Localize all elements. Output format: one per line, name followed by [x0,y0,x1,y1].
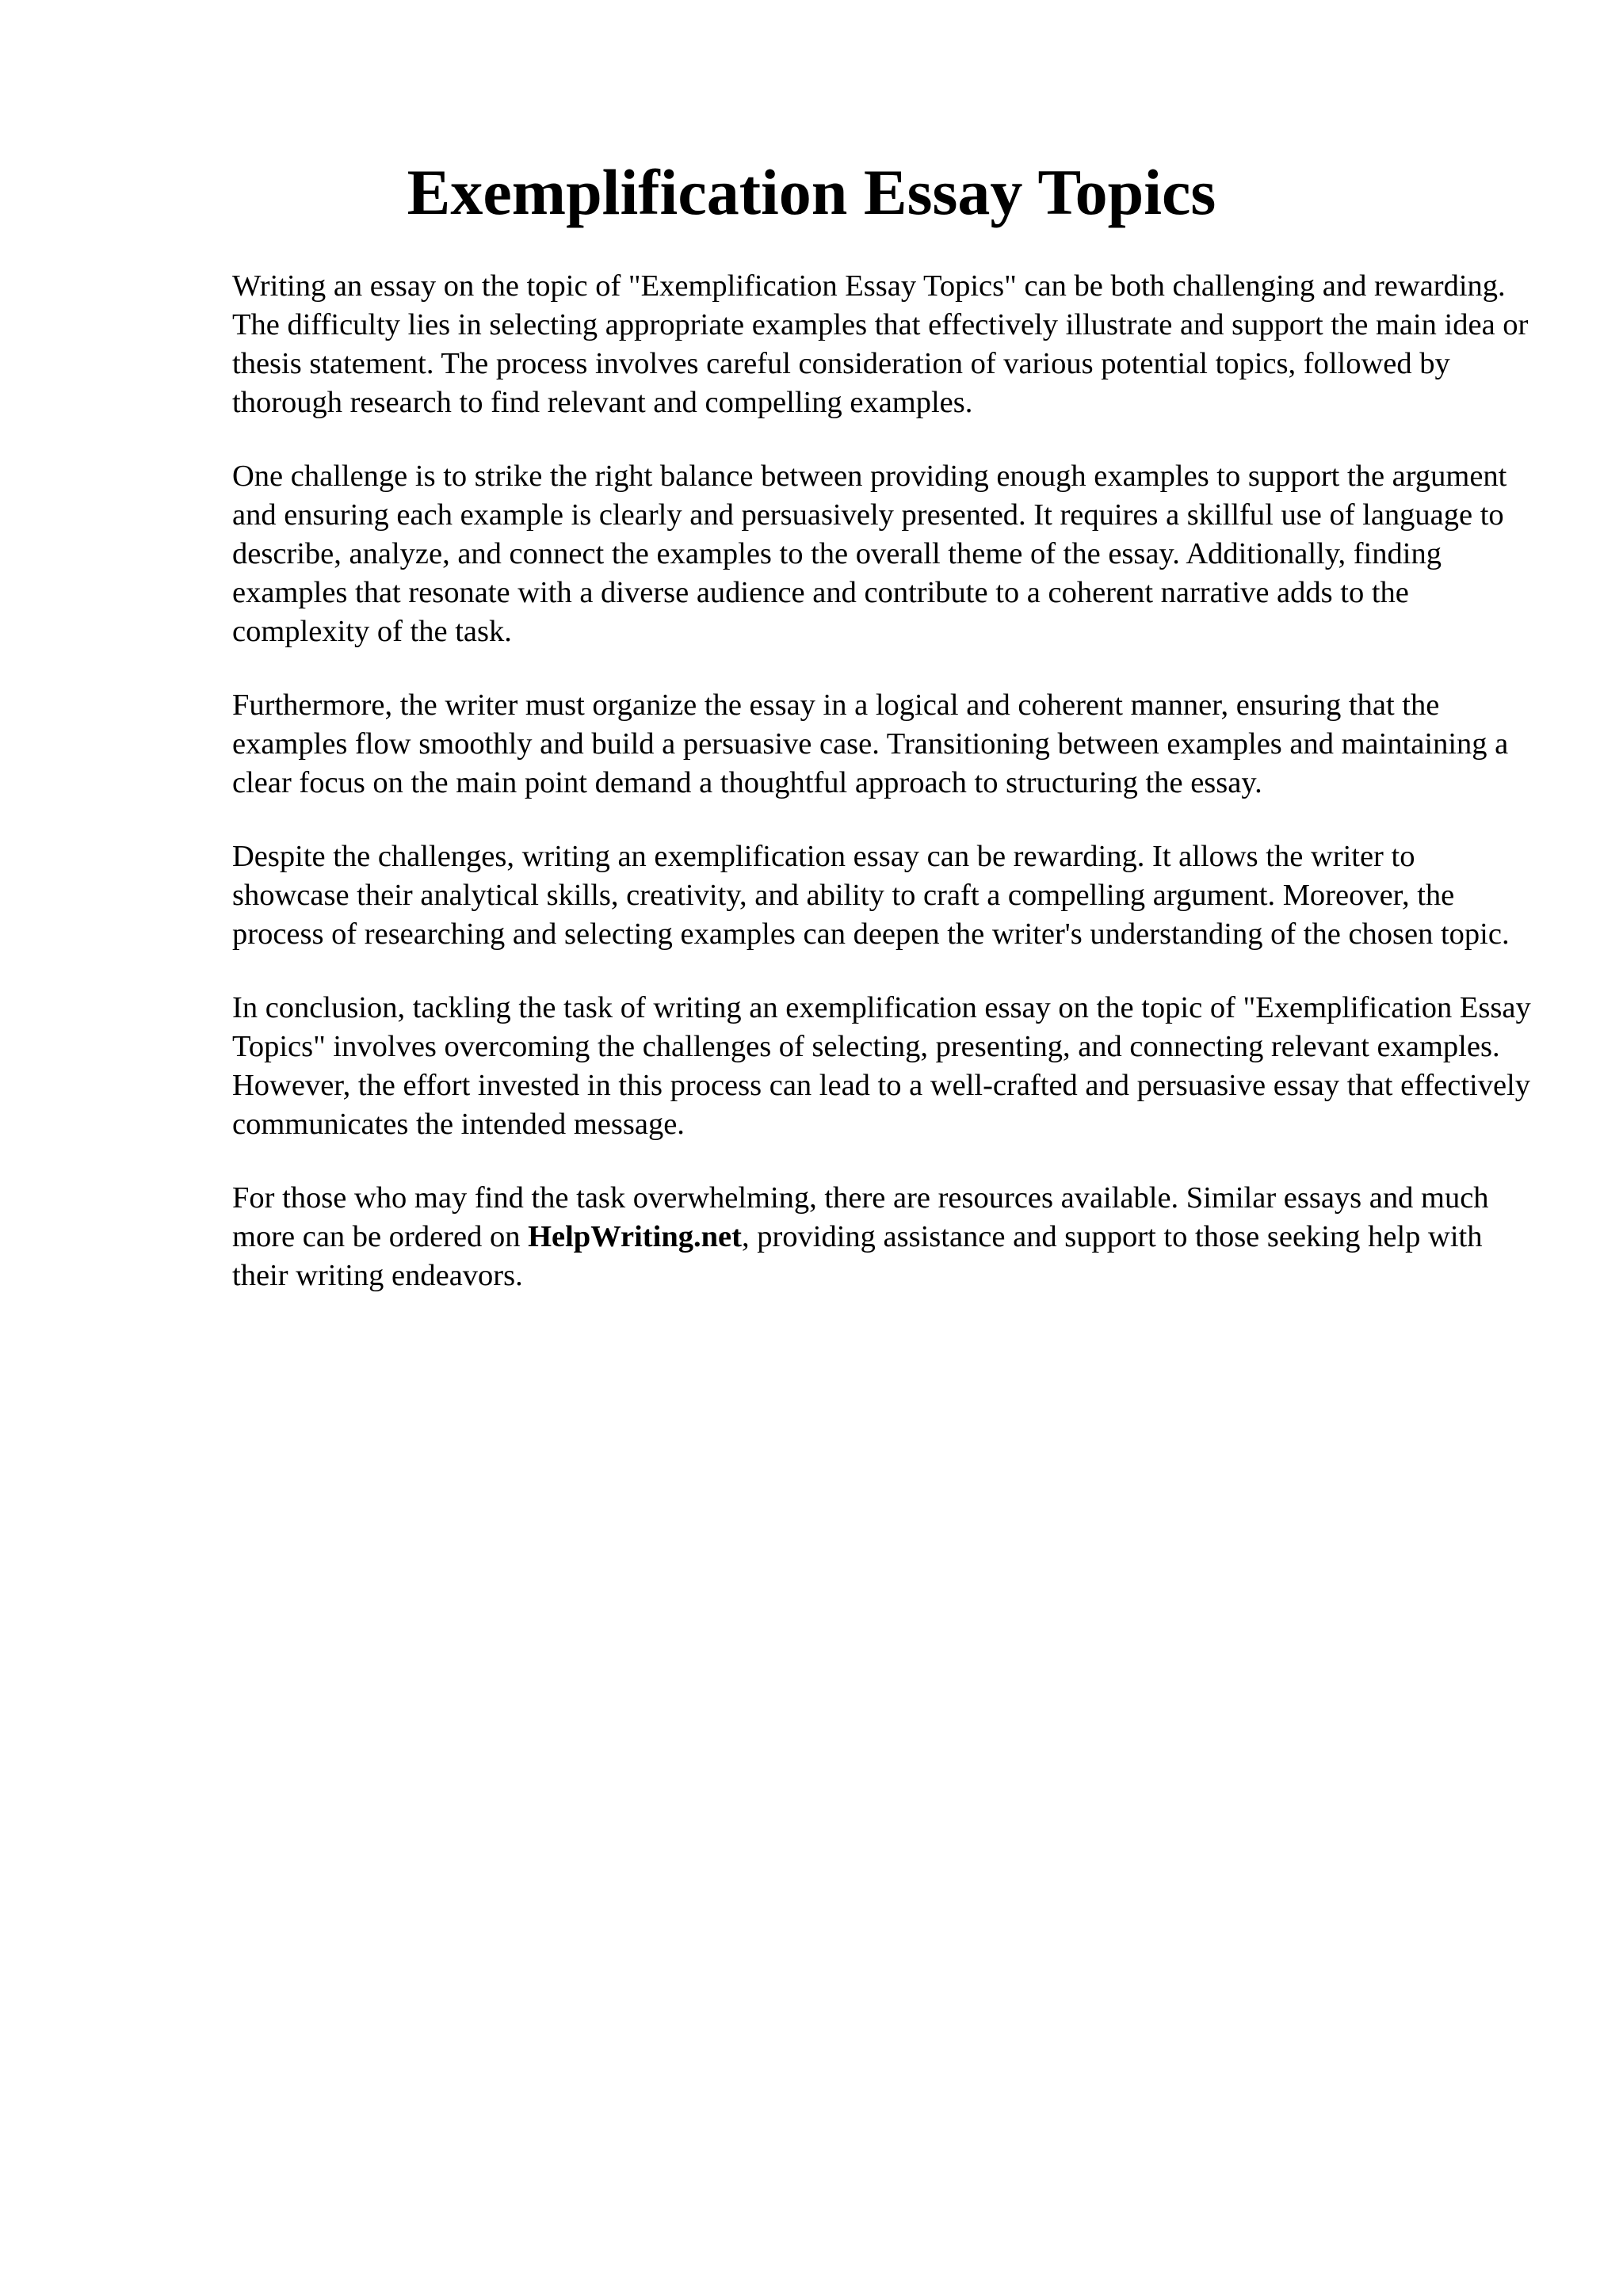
paragraph-2: One challenge is to strike the right balance between providing enough examples to support the argument and ensuring each example is clearly and persuasively presented. It requires a skillful use of language to describe, analyze, and connect the examples to the overall theme of the essay. Additionally, finding examples that resonate with a diverse audience and contribute to a coherent narrative adds to the complexity of the task. [232,460,1507,648]
document-body [232,267,1532,1330]
document-title: Exemplification Essay Topics [407,156,1216,228]
paragraph-1: Writing an essay on the topic of "Exemplification Essay Topics" can be both challenging and rewarding. The difficulty lies in selecting appropriate examples that effectively illustrate and support the main idea or thesis statement. The process involves careful consideration of various potential topics, followed by thorough research to find relevant and compelling examples. [232,269,1529,419]
paragraph-4: Despite the challenges, writing an exemplification essay can be rewarding. It allows the writer to showcase their analytical skills, creativity, and ability to craft a compelling argument. Moreover, the process of researching and selecting examples can deepen the writer's understanding of the chosen topic. [232,840,1510,951]
paragraph-6-lead: For those who may find the task overwhelming, there are resources available. Similar essays and much more can be ordered on [232,1181,1489,1253]
paragraph-5: In conclusion, tackling the task of writing an exemplification essay on the topic of "Exemplification Essay Topics" involves overcoming the challenges of selecting, presenting, and connecting relevant examples. However, the effort invested in this process can lead to a well-crafted and persuasive essay that effectively communicates the intended message. [232,991,1531,1141]
paragraph-3: Furthermore, the writer must organize the essay in a logical and coherent manner, ensuring that the examples flow smoothly and build a persuasive case. Transitioning between examples and maintaining a clear focus on the main point demand a thoughtful approach to structuring the essay. [232,688,1509,799]
brand-name: HelpWriting.net [528,1220,742,1253]
paragraph-6 [232,1179,1532,1295]
paragraph-6-tail: , providing assistance and support to those seeking help with their writing endeavors. [232,1220,1483,1292]
